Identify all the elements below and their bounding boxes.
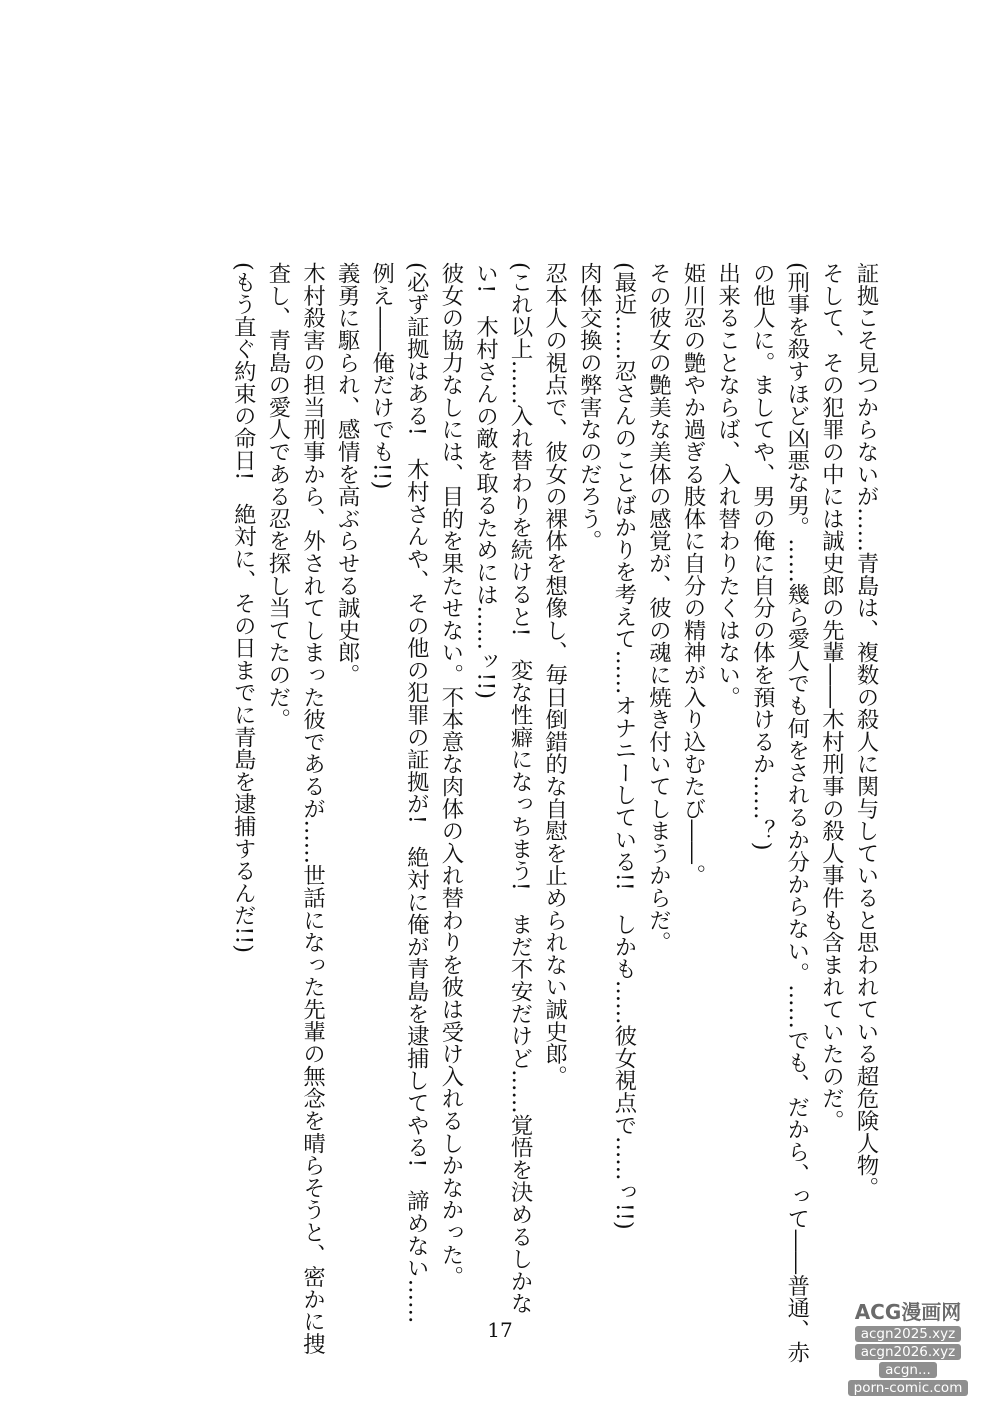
watermark-url: acgn2025.xyz	[855, 1326, 962, 1342]
text-line: 忍本人の視点で、彼女の裸体を想像し、毎日倒錯的な自慰を止められない誠史郎。	[541, 262, 568, 1088]
text-line: 義勇に駆られ、感情を高ぶらせる誠史郎。	[334, 262, 361, 686]
text-line: 姫川忍の艶やか過ぎる肢体に自分の精神が入り込むたび――。	[680, 262, 707, 887]
text-line: 彼女の協力なしには、目的を果たせない。不本意な肉体の入れ替わりを彼は受け入れるしかなかった。	[437, 262, 464, 1288]
watermark-url: porn-comic.com	[848, 1380, 969, 1396]
text-line: 木村殺害の担当刑事から、外されてしまった彼であるが……世話になった先輩の無念を晴らそうと、密かに捜	[299, 262, 326, 1355]
text-line: (刑事を殺すほど凶悪な男。……幾ら愛人でも何をされるか分からない。……でも、だから、って――普通、赤	[783, 262, 810, 1364]
page-number: 17	[487, 1318, 513, 1342]
text-line: 肉体交換の弊害なのだろう。	[576, 262, 603, 552]
text-line: 出来ることならば、入れ替わりたくはない。	[714, 262, 741, 708]
text-line: そして、その犯罪の中には誠史郎の先輩――木村刑事の殺人事件も含まれていたのだ。	[818, 262, 845, 1132]
watermark-url: acgn2026.xyz	[855, 1344, 962, 1360]
text-line: (最近……忍さんのことばかりを考えて……オナニーしている!! しかも……彼女視点で……っ!!)	[610, 262, 637, 1230]
text-line: (もう直ぐ約束の命日! 絶対に、その日までに青島を逮捕するんだ!!)	[230, 262, 257, 953]
text-line: 証拠こそ見つからないが……青島は、複数の殺人に関与していると思われている超危険人物。	[853, 262, 879, 1199]
text-line: (必ず証拠はある! 木村さんや、その他の犯罪の証拠が! 絶対に俺が青島を逮捕してやる! 諦めない……	[403, 262, 430, 1324]
watermark-url: acgn...	[879, 1362, 937, 1378]
text-line: の他人に。ましてや、男の俺に自分の体を預けるか……？)	[749, 262, 776, 851]
text-line: その彼女の艶美な美体の感覚が、彼の魂に焼き付いてしまうからだ。	[645, 262, 672, 954]
watermark	[834, 1300, 982, 1396]
text-line: (これ以上……入れ替わりを続けると! 変な性癖になっちまう! まだ不安だけど……覚悟を決めるしかな	[507, 262, 534, 1315]
text-line: 例え――俺だけでも!!)	[368, 262, 395, 490]
text-line: 査し、青島の愛人である忍を探し当てたのだ。	[264, 262, 291, 731]
watermark-title: ACG漫画网	[854, 1300, 962, 1324]
text-line: い! 木村さんの敵を取るためには……ッ!!)	[472, 262, 499, 699]
